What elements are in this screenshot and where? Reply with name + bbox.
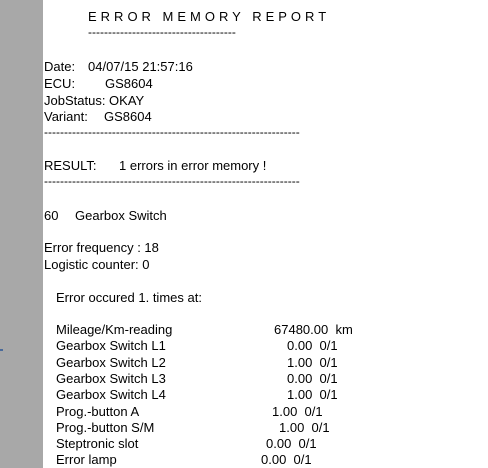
- edge-marker: [0, 349, 3, 351]
- reading-label: Gearbox Switch L2: [56, 355, 166, 370]
- left-gray-strip: [0, 0, 43, 468]
- reading-value: 0.00 0/1: [266, 436, 317, 451]
- reading-label: Prog.-button S/M: [56, 420, 155, 435]
- jobstatus: JobStatus: OKAY: [44, 93, 145, 108]
- separator-top: ----------------------------------------------------------------: [44, 125, 300, 139]
- result-value: 1 errors in error memory !: [119, 158, 267, 173]
- result-label: RESULT:: [44, 158, 97, 173]
- reading-value: 1.00 0/1: [279, 420, 330, 435]
- reading-label: Mileage/Km-reading: [56, 322, 173, 337]
- ecu-label: ECU:: [44, 76, 76, 91]
- error-code: 60: [44, 208, 59, 223]
- date-label: Date:: [44, 59, 76, 74]
- reading-value: 1.00 0/1: [287, 355, 338, 370]
- reading-value: 0.00 0/1: [287, 371, 338, 386]
- report-page: [43, 0, 488, 468]
- variant-label: Variant:: [44, 109, 88, 124]
- report-title: ERROR MEMORY REPORT: [88, 9, 331, 24]
- error-frequency: Error frequency : 18: [44, 240, 159, 255]
- reading-label: Gearbox Switch L3: [56, 371, 166, 386]
- title-underline: -------------------------------------: [88, 25, 236, 39]
- ecu-value: GS8604: [105, 76, 153, 91]
- error-name: Gearbox Switch: [75, 208, 167, 223]
- error-occured: Error occured 1. times at:: [56, 290, 202, 305]
- reading-label: Prog.-button A: [56, 404, 140, 419]
- reading-value: 0.00 0/1: [287, 338, 338, 353]
- separator-bottom: ----------------------------------------------------------------: [44, 174, 300, 188]
- logistic-counter: Logistic counter: 0: [44, 257, 150, 272]
- reading-value: 0.00 0/1: [261, 452, 312, 467]
- reading-value: 1.00 0/1: [272, 404, 323, 419]
- reading-value: 1.00 0/1: [287, 387, 338, 402]
- variant-value: GS8604: [104, 109, 152, 124]
- reading-value: 67480.00 km: [274, 322, 353, 337]
- reading-label: Gearbox Switch L4: [56, 387, 166, 402]
- reading-label: Gearbox Switch L1: [56, 338, 166, 353]
- reading-label: Error lamp: [56, 452, 117, 467]
- date-value: 04/07/15 21:57:16: [88, 59, 193, 74]
- reading-label: Steptronic slot: [56, 436, 139, 451]
